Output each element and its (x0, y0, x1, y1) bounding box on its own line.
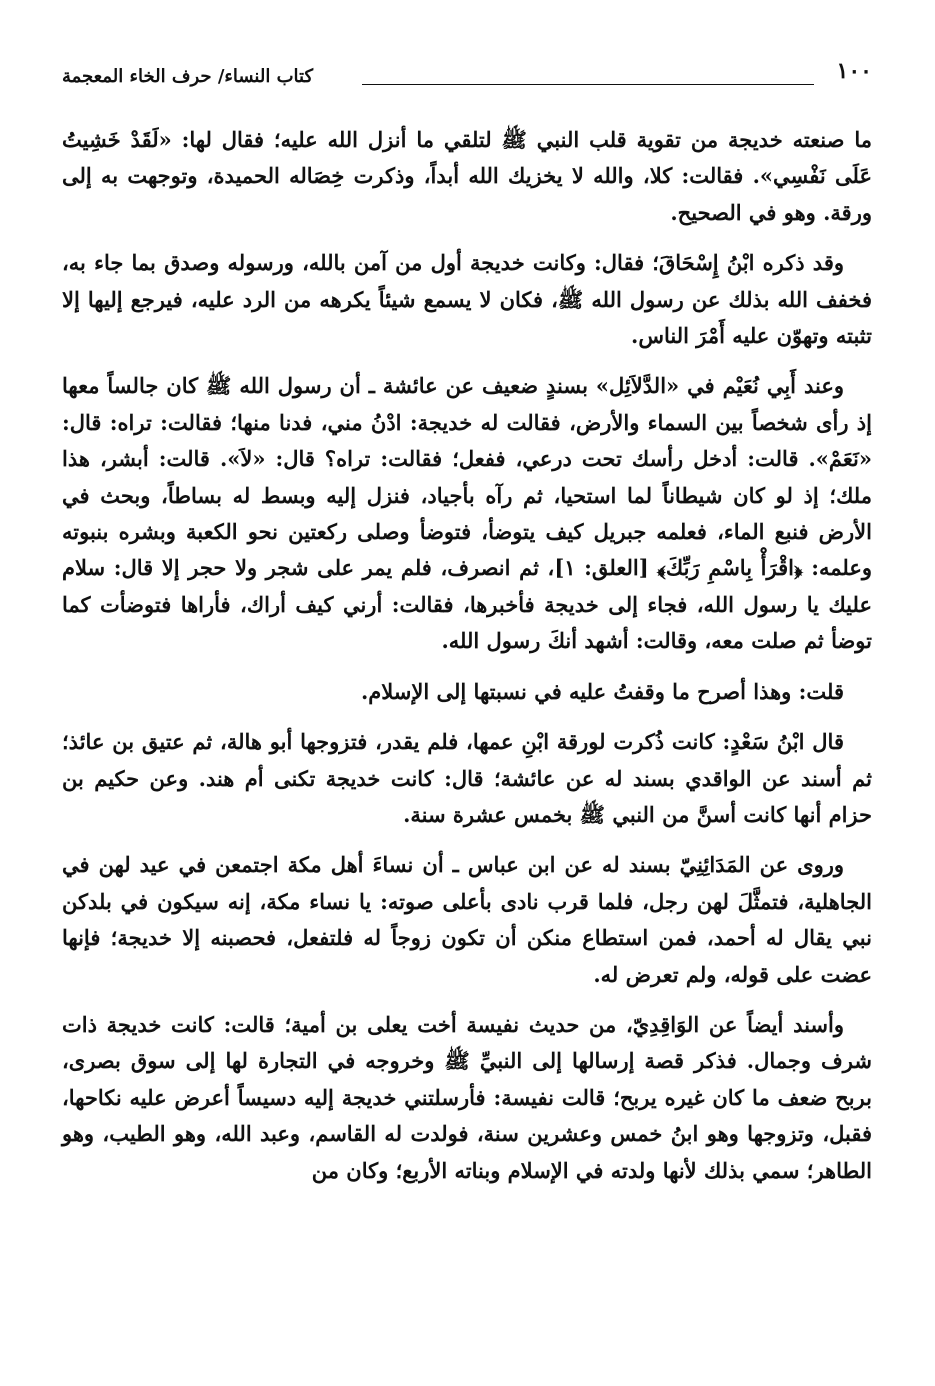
page-number: ١٠٠ (836, 58, 872, 84)
paragraph: وأسند أيضاً عن الوَاقِدِيّ، من حديث نفيسة أخت يعلى بن أمية؛ قالت: كانت خديجة ذات شرف وجمال. فذكر قصة إرسالها إلى النبيِّ ﷺ وخروجه في التجارة لها إلى سوق بصرى، بربح ضعف ما كان غيره يربح؛ قالت نفيسة: فأرسلتني خديجة إليه دسيساً أعرض عليه نكاحها، فقبل، وتزوجها وهو ابنُ خمس وعشرين سنة، فولدت له القاسم، وعبد الله، وهو الطيب، وهو الطاهر؛ سمي بذلك لأنها ولدته في الإسلام وبناته الأربع؛ وكان من (62, 1011, 872, 1183)
paragraph: وقد ذكره ابْنُ إِسْحَاقَ؛ فقال: وكانت خديجة أول من آمن بالله، ورسوله وصدق بما جاء به، فخفف الله بذلك عن رسول الله ﷺ، فكان لا يسمع شيئاً يكرهه من الرد عليه، فيرجع إليها إلا تثبته وتهوّن عليه أَمْرَ الناس. (62, 250, 872, 349)
page-header (62, 50, 872, 94)
paragraph: قال ابْنُ سَعْدٍ: كانت ذُكرت لورقة ابْنِ عمها، فلم يقدر، فتزوجها أبو هالة، ثم عتيق بن عائذ؛ ثم أسند عن الواقدي بسند له عن عائشة؛ قال: كانت خديجة تكنى أم هند. وعن حكيم بن حزام أنها كانت أسنَّ من النبي ﷺ بخمس عشرة سنة. (62, 729, 872, 827)
paragraph: وعند أَبِي نُعَيْم في «الدَّلاَئِل» بسندٍ ضعيف عن عائشة ـ أن رسول الله ﷺ كان جالساً معها إذ رأى شخصاً بين السماء والأرض، فقالت له خديجة: ادْنُ مني، فدنا منها؛ فقالت: تراه: قال: «نَعَمْ». قالت: أدخل رأسك تحت درعي، ففعل؛ فقالت: تراه؟ قال: «لاَ». قالت: أبشر، هذا ملك؛ إذ لو كان شيطاناً لما استحيا، ثم رآه بأجياد، فنزل إليه وبسط له بساطاً، وبحث في الأرض فنبع الماء، فعلمه جبريل كيف يتوضأ، فتوضأ وصلى ركعتين نحو الكعبة وبشره بنبوته وعلمه: ﴿اقْرَأْ بِاسْمِ رَبِّكَ﴾ [العلق: ١]، ثم انصرف، فلم يمر على شجر ولا حجر إلا قال: سلام عليك يا رسول الله، فجاء إلى خديجة فأخبرها، فقالت: أرني كيف أراك، فأراها فتوضأت كما توضأ ثم صلت معه، وقالت: أشهد أنكَ رسول الله. (62, 373, 872, 654)
running-title: كتاب النساء/ حرف الخاء المعجمة (62, 66, 314, 87)
book-page (62, 50, 872, 1203)
paragraph: ما صنعته خديجة من تقوية قلب النبي ﷺ لتلقي ما أنزل الله عليه؛ فقال لها: «لَقَدْ خَشِيتُ عَلَى نَفْسِي». فقالت: كلا، والله لا يخزيك الله أبداً، وذكرت خِصَاله الحميدة، وتوجهت به إلى ورقة. وهو في الصحيح. (62, 127, 872, 225)
paragraph: وروى عن المَدَائِنِيّ بسند له عن ابن عباس ـ أن نساءَ أهل مكة اجتمعن في عيد لهن في الجاهلية، فتمثَّلَ لهن رجل، فلما قرب نادى بأعلى صوته: يا نساء مكة، إنه سيكون في بلدكن نبي يقال له أحمد، فمن استطاع منكن أن تكون زوجاً له فلتفعل، فحصبنه إلا خديجة؛ فإنها عضت على قوله، ولم تعرض له. (62, 852, 872, 987)
body-text (62, 122, 872, 1189)
header-rule (362, 84, 814, 85)
paragraph: قلت: وهذا أصرح ما وقفتُ عليه في نسبتها إلى الإسلام. (360, 678, 844, 704)
